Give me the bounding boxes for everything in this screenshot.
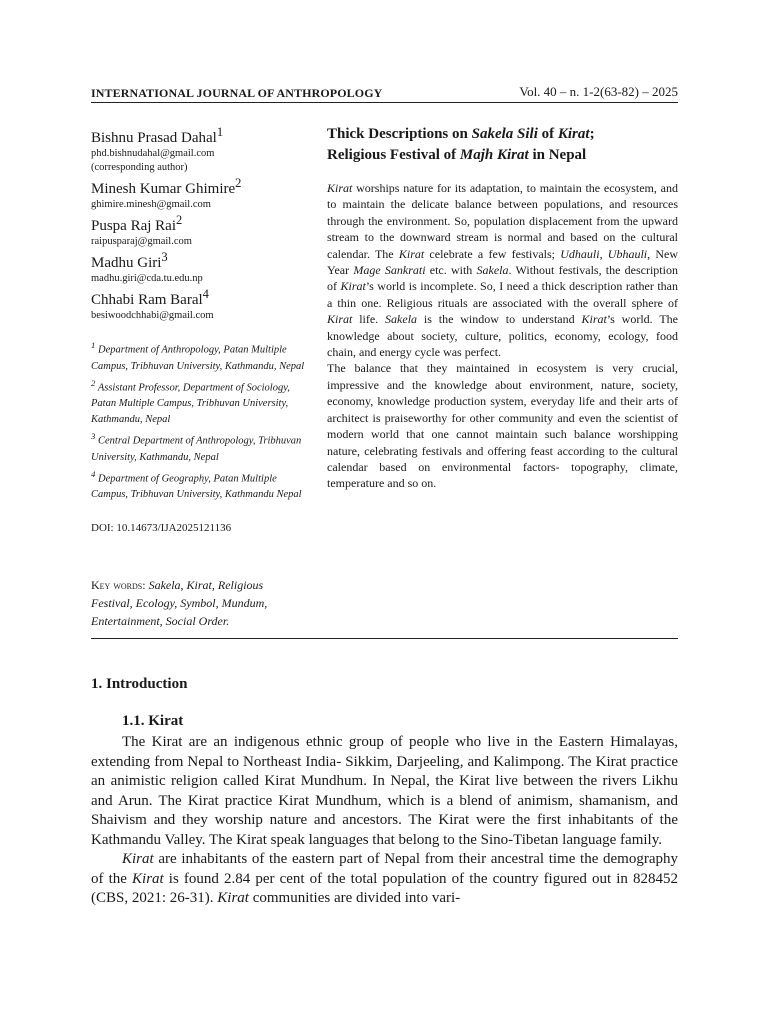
section-heading: 1. Introduction [91, 676, 188, 692]
abstract-paragraph-1: Kirat worships nature for its adaptation, to maintain the ecosystem, and to maintain the delicate balance between populations, and resources through the environment. So, population displacement from the upward stream to the downward stream is normal and based on the cultural calendar. The Kirat celebrate a few festivals; Udhauli, Ubhauli, New Year Mage Sankrati etc. with Sakela. Without festivals, the description of Kirat’s world is incomplete. So, I need a thick description rather than a thin one. Religious rituals are associated with the overall sphere of Kirat life. Sakela is the window to understand Kirat’s world. The knowledge about society, culture, politics, economy, ecology, food chain, and energy cycle was perfect. [327, 181, 679, 360]
author-sup: 1 [216, 125, 224, 139]
author-name: Madhu Giri [91, 255, 162, 271]
body-paragraph-1: The Kirat are an indigenous ethnic group of people who live in the Eastern Himalayas, extending from Nepal to Northeast India- Sikkim, Darjeeling, and Kalimpong. The Kirat practice an animistic religion called Kirat Mundhum. In Nepal, the Kirat live between the rivers Likhu and Arun. The Kirat practice Kirat Mundhum, which is a blend of animism, shamanism, and Shaivism and they worship nature and ancestors. The Kirat were the first inhabitants of the Kathmandu Valley. The Kirat speak languages that belong to the Sino-Tibetan language family. [91, 734, 678, 848]
body-text [91, 733, 678, 909]
affiliation-1: $^1$ Department of Anthropology, Patan Multiple Campus, Tribhuvan University, Kathmandu, Nepal [91, 340, 305, 372]
affiliation-4: $^4$ Department of Geography, Patan Multiple Campus, Tribhuvan University, Kathmandu Nepal [91, 468, 302, 500]
author-1 [91, 124, 306, 175]
author-name: Chhabi Ram Baral [91, 292, 203, 308]
header-rule [91, 102, 678, 103]
section-divider [91, 638, 678, 639]
keywords-label: Key words: [91, 578, 146, 592]
abstract-paragraph-2: The balance that they maintained in ecosystem is very crucial, impressive and the knowledge about environment, nature, society, economy, knowledge production system, everyday life and their arts of architect is praiseworthy for other community and even the scientist of modern world that one cannot maintain such balance worshipping nature, celebrating festivals and offering feast according to the cultural calendar based on environmental factors- topography, climate, temperature and so on. [327, 361, 678, 491]
author-block [91, 124, 306, 535]
affiliation-2: $^2$ Assistant Professor, Department of Sociology, Patan Multiple Campus, Tribhuvan University, Kathmandu, Nepal [91, 377, 290, 425]
author-email[interactable]: ghimire.minesh@gmail.com [91, 199, 211, 210]
author-sup: 2 [176, 213, 183, 227]
volume-info: Vol. 40 – n. 1-2(63-82) – 2025 [519, 84, 678, 99]
author-email[interactable]: raipusparaj@gmail.com [91, 236, 192, 247]
author-sup: 4 [202, 287, 209, 301]
corresponding-note: (corresponding author) [91, 162, 188, 173]
keywords [91, 576, 306, 630]
article-title: Thick Descriptions on Sakela Sili of Kirat; Religious Festival of Majh Kirat in Nepal [327, 126, 595, 163]
author-email[interactable]: madhu.giri@cda.tu.edu.np [91, 273, 203, 284]
author-name: Minesh Kumar Ghimire [91, 181, 236, 197]
author-name: Bishnu Prasad Dahal [91, 130, 217, 146]
subsection-heading: 1.1. Kirat [122, 713, 184, 729]
affiliations [91, 337, 306, 503]
abstract [327, 180, 678, 492]
doi[interactable]: DOI: 10.14673/IJA2025121136 [91, 522, 232, 534]
author-email[interactable]: phd.bishnudahal@gmail.com [91, 148, 215, 159]
author-5 [91, 286, 306, 323]
author-sup: 3 [161, 250, 168, 264]
author-email[interactable]: besiwoodchhabi@gmail.com [91, 310, 214, 321]
author-3 [91, 212, 306, 249]
author-sup: 2 [235, 176, 242, 190]
author-4 [91, 249, 306, 286]
body-paragraph-2: Kirat are inhabitants of the eastern part of Nepal from their ancestral time the demography of the Kirat is found 2.84 per cent of the total population of the country figured out in 828452 (CBS, 2021: 26-31). Kirat communities are divided into vari- [91, 851, 678, 906]
author-name: Puspa Raj Rai [91, 218, 176, 234]
keywords-text: Sakela, Kirat, Religious Festival, Ecology, Symbol, Mundum, Entertainment, Social Order. [91, 578, 268, 628]
affiliation-3: $^3$ Central Department of Anthropology, Tribhuvan University, Kathmandu, Nepal [91, 431, 302, 463]
author-2 [91, 175, 306, 212]
journal-title: INTERNATIONAL JOURNAL OF ANTHROPOLOGY [91, 86, 383, 100]
